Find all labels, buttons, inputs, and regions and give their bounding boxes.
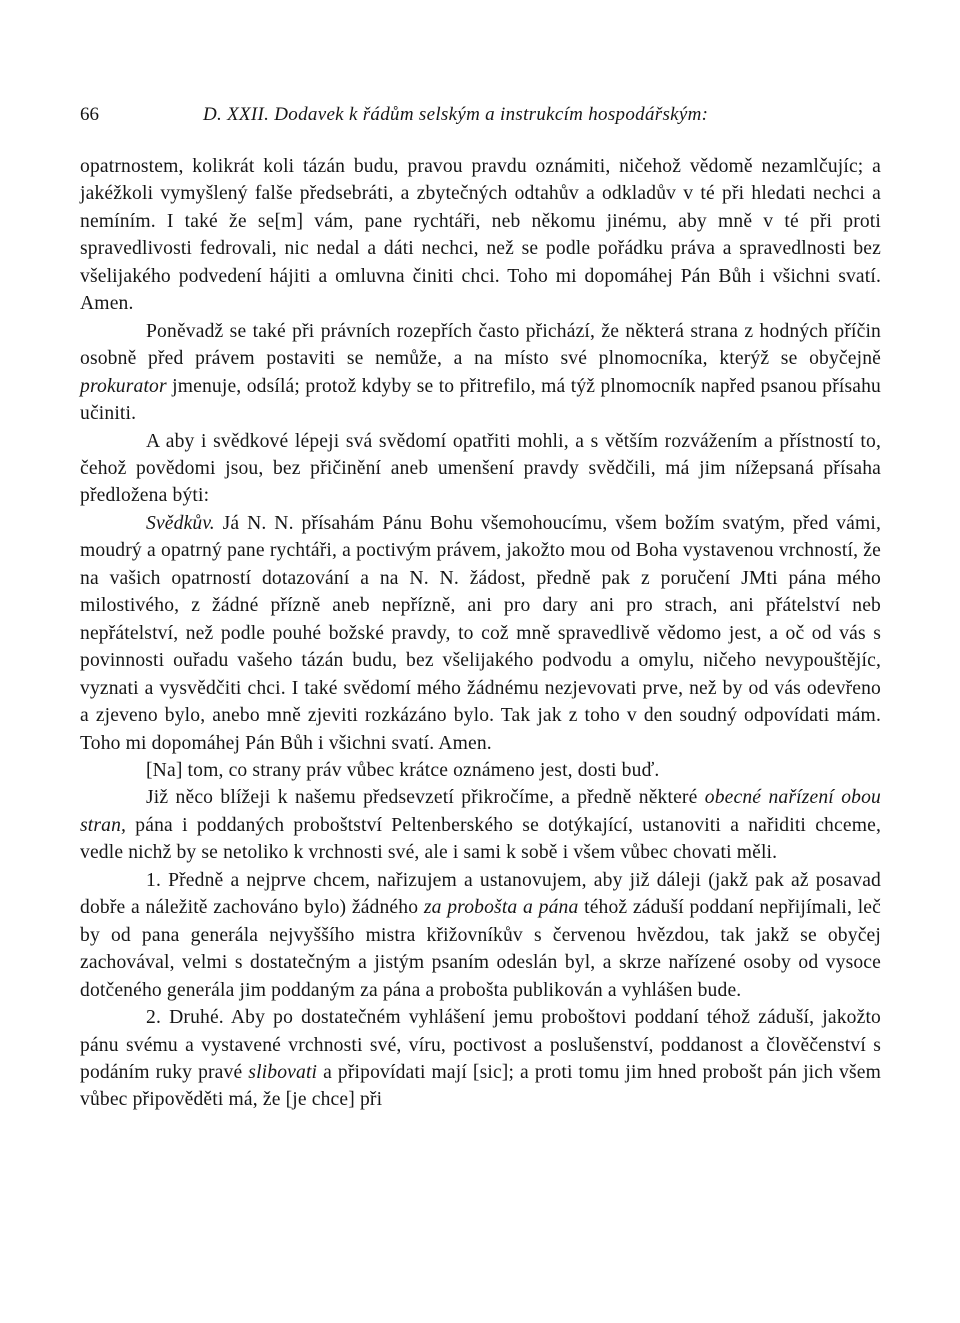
italic-term: obecné nařízení obou stran, — [80, 787, 881, 836]
paragraph-enough: [Na] tom, co strany práv vůbec krátce oznámeno jest, dosti buď. — [146, 759, 660, 781]
paragraph-text: téhož záduší poddaní nepřijímali, leč by od pana generála nejvyššího mistra křižovníkův s červenou hvězdou, tak jakž se obyčej zachovával, velmi s dostatečným a jistým psaním odeslán byl, a skrze nařízené osoby od vysoce dotčeného generála jim poddaným za pána a probošta publikován a vyhlášen bude. — [80, 897, 882, 1001]
paragraph-text: Poněvadž se také při právních rozepřích často přichází, že některá strana z hodných příčin osobně před právem postaviti se nemůže, a na místo své plnomocníka, kterýž se obyčejně — [80, 320, 881, 370]
paragraph-text: jmenuje, odsílá; protož kdyby se to přitrefilo, má týž plnomocník napřed psanou přísahu učiniti. — [80, 375, 881, 425]
italic-term: Svědkův. — [146, 512, 215, 534]
book-page — [80, 104, 881, 1114]
italic-term: prokurator — [80, 375, 167, 397]
paragraph-text: 1. Předně a nejprve chcem, nařizujem a ustanovujem, aby již dáleji (jakž pak až posavad dobře a náležitě zachováno bylo) žádného — [80, 869, 881, 919]
italic-term: za probošta a pána — [423, 897, 579, 919]
page-number: 66 — [80, 104, 99, 125]
body-text — [80, 153, 881, 1114]
paragraph-general-ordinance — [80, 784, 881, 866]
paragraph-text: pána i poddaných proboštství Peltenberského se dotýkající, ustanoviti a nařiditi chceme, vedle nichž by se netoliko k vrchnosti své, ale i sami k sobě i všem vůbec chovati měli. — [80, 814, 881, 864]
paragraph-text: a připovídati mají [sic]; a proti tomu jim hned probošt pán jich všem vůbec připověděti má, že [je chce] při — [80, 1061, 881, 1111]
italic-term: slibovati — [248, 1061, 318, 1083]
page-header — [80, 104, 881, 134]
paragraph-text: Já N. N. přísahám Pánu Bohu všemohoucímu, všem božím svatým, před vámi, moudrý a opatrný pane rychtáři, a poctivým právem, jakožto mou od Boha vystavenou vrchností, že na vašich opatrností dotazování a na N. N. žádost, předně pak z poručení JMti pána mého milostivého, z žádné přízně aneb nepřízně, ani pro dary ani pro strach, ani přátelství neb nepřátelství, než podle pouhé božské pravdy, to což mně spravedlivě vědomo jest, a oč od vás s povinnosti ouřadu vašeho tázán budu, bez všelijakého podvodu a omylu, ničeho nevypouštějíc, vyznati a vysvědčiti chci. I také svědomí mého žádnému nezjevovati prve, než by od vás odevřeno a zjeveno bylo, anebo mně zjeviti rozkázáno bylo. Tak jak z toho v den soudný odpovídati mám. Toho mi dopomáhej Pán Bůh i všichni svatí. Amen. — [80, 512, 881, 754]
paragraph-witness-oath — [80, 510, 881, 757]
paragraph-witnesses: A aby i svědkové lépeji svá svědomí opatřiti mohli, a s větším rozvážením a přístností to, čehož povědomi jsou, bez přičinění aneb umenšení pravdy svědčili, má jim nížepsaná přísaha předložena býti: — [80, 430, 881, 507]
paragraph-oath-continuation: opatrnostem, kolikrát koli tázán budu, pravou pravdu oznámiti, ničehož vědomě nezamlčujíc; a jakéžkoli vymyšlený falše předsebráti, a zbytečných odtahův a odkladův v té při hledati nechci a nemíním. I také že se[m] vám, pane rychtáři, neb někomu jinému, aby mně v té při proti spravedlivosti fedrovali, nic nedal a dáti nechci, než se podle pořádku práva a spravedlnosti bez všelijakého podvedení hájiti a omluvna činiti chci. Toho mi dopomáhej Pán Bůh i všichni svatí. Amen. — [80, 156, 881, 315]
paragraph-text: 2. Druhé. Aby po dostatečném vyhlášení jemu proboštovi poddaní téhož záduší, jakožto pánu svému a vystavené vrchnosti své, víru, poctivost a poslušenství, poddanost a člověčenství s podáním ruky pravé — [80, 1007, 881, 1083]
running-head: D. XXII. Dodavek k řádům selským a instrukcím hospodářským: — [203, 104, 709, 125]
paragraph-text: Již něco blížeji k našemu předsevzetí přikročíme, a předně některé — [146, 787, 705, 809]
paragraph-article-1 — [80, 867, 881, 1004]
paragraph-article-2 — [80, 1004, 881, 1114]
paragraph-procurator — [80, 318, 881, 428]
